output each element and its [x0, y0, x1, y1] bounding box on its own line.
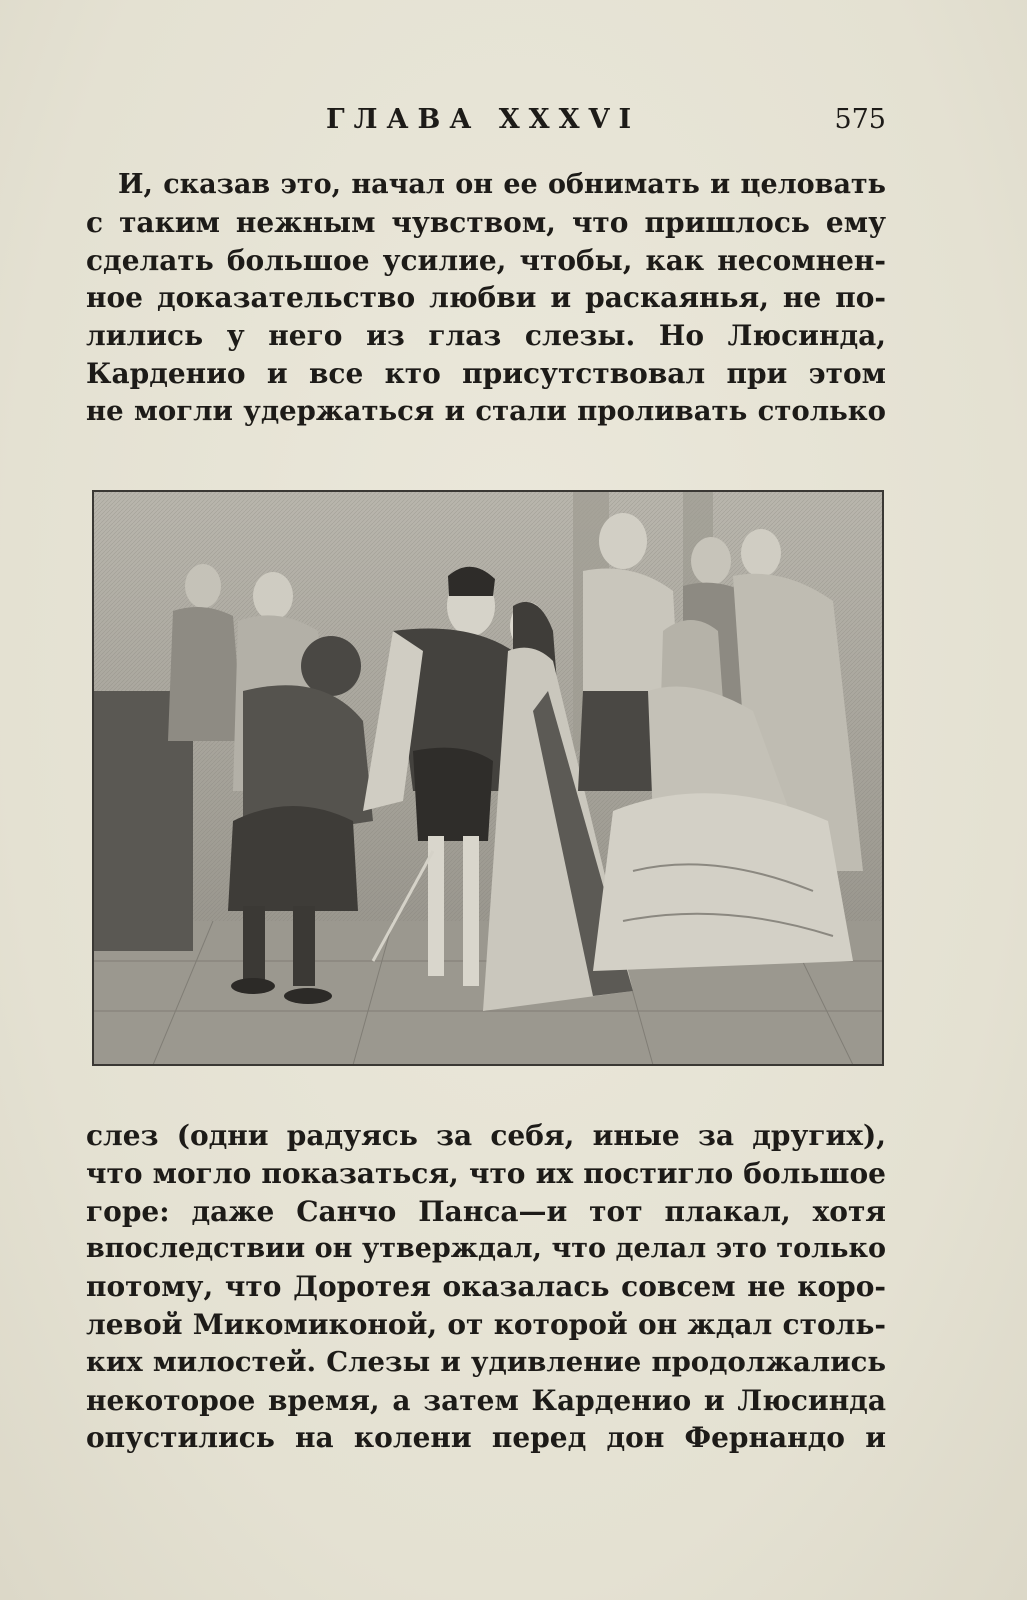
text-line: сделать большое усилие, чтобы, как несомнен- [86, 243, 886, 277]
chapter-title: ГЛАВА XXXVI [326, 104, 641, 135]
text-line: И, сказав это, начал он ее обнимать и целовать [118, 169, 886, 200]
text-line: горе: даже Санчо Панса—и тот плакал, хотя [86, 1194, 886, 1228]
text-line: слез (одни радуясь за себя, иные за других), [86, 1119, 886, 1152]
text-line: что могло показаться, что их постигло большое [86, 1156, 886, 1190]
text-line: лились у него из глаз слезы. Но Люсинда, [86, 319, 886, 353]
text-line: ное доказательство любви и раскаянья, не по- [86, 281, 886, 315]
text-line: ких милостей. Слезы и удивление продолжались [86, 1345, 886, 1378]
text-line: потому, что Доротея оказалась совсем не коро- [86, 1270, 886, 1304]
text-line: Карденио и все кто присутствовал при этом [86, 356, 886, 390]
text-line: опустились на колени перед дон Фернандо и [86, 1421, 886, 1455]
text-line: левой Микомиконой, от которой он ждал столь- [86, 1307, 886, 1341]
text-block-top [86, 166, 886, 431]
engraving-scene [93, 491, 883, 1065]
text-line: с таким нежным чувством, что пришлось ему [86, 205, 886, 239]
text-line: некоторое время, а затем Карденио и Люсинда [86, 1383, 886, 1417]
page-header [86, 104, 886, 140]
text-block-bottom [86, 1117, 886, 1457]
engraving-illustration [92, 490, 884, 1066]
text-line: не могли удержаться и стали проливать столько [86, 394, 886, 427]
page-number: 575 [834, 104, 886, 135]
text-line: впоследствии он утверждал, что делал это только [86, 1233, 886, 1265]
